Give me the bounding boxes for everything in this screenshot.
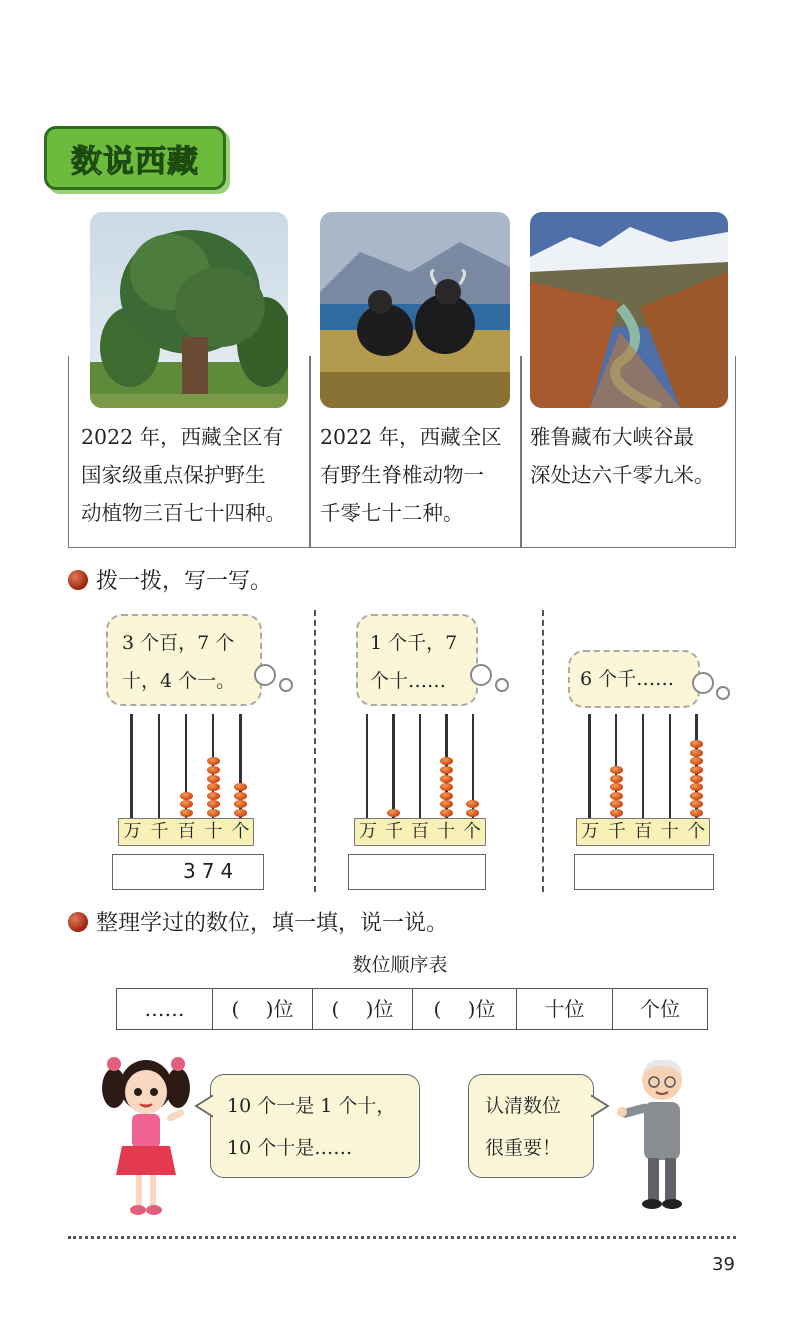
abacus-bead[interactable] [207,783,220,791]
abacus-bead[interactable] [610,800,623,808]
abacus-bead[interactable] [440,792,453,800]
abacus-rod [130,714,133,818]
abacus-bead[interactable] [690,800,703,808]
abacus-rod [642,714,645,818]
table-caption: 数位顺序表 [352,954,448,976]
speech-line: 很重要！ [485,1137,562,1159]
abacus-bead[interactable] [234,809,247,817]
fact-cell-2 [320,418,502,532]
abacus-bead[interactable] [207,792,220,800]
fact-line: 深处达六千零九米。 [530,463,715,487]
answer-box-3[interactable] [574,854,714,890]
facts-table [68,356,736,548]
abacus-bead[interactable] [466,809,479,817]
abacus-bead[interactable] [387,809,400,817]
abacus-bead[interactable] [207,809,220,817]
thought-dot [495,678,509,692]
section-title-badge [44,126,226,190]
place-label: 十 [660,821,679,842]
fact-line: 2022 年，西藏全区有 [81,425,284,449]
page-number: 39 [712,1254,735,1275]
bullet-icon [68,570,88,590]
table-cell-blank[interactable]: ( )位 [213,989,313,1029]
bubble-line: 十，4 个一。 [122,670,236,692]
abacus-bead[interactable] [207,757,220,765]
fact-line: 国家级重点保护野生 [81,463,266,487]
abacus-bead[interactable] [180,792,193,800]
abacus-bead[interactable] [610,766,623,774]
place-labels-3 [576,818,710,846]
answer-box-1[interactable] [112,854,264,890]
abacus-rod [669,714,672,818]
abacus-bead[interactable] [610,783,623,791]
place-label: 百 [177,821,196,842]
abacus-rod [366,714,369,818]
teacher-speech-bubble [468,1074,594,1178]
abacus-bead[interactable] [180,809,193,817]
bullet-icon [68,912,88,932]
bubble-line: 6 个千…… [580,668,675,690]
abacus-bead[interactable] [440,800,453,808]
fact-line: 雅鲁藏布大峡谷最 [530,425,694,449]
abacus-rod [419,714,422,818]
thought-dot [470,664,492,686]
abacus-bead[interactable] [207,775,220,783]
thought-dot [692,672,714,694]
bubble-line: 1 个千，7 [370,632,458,654]
bubble-line: 个十…… [370,670,447,692]
speech-line: 认清数位 [485,1095,562,1117]
table-cell: …… [117,989,213,1029]
section2-heading: 整理学过的数位，填一填，说一说。 [96,911,449,936]
section1-heading: 拨一拨，写一写。 [96,569,273,594]
place-label: 万 [359,821,377,842]
abacus-bead[interactable] [690,809,703,817]
abacus-bead[interactable] [690,792,703,800]
thought-bubble-2 [356,614,478,706]
place-label: 万 [581,821,600,842]
footer-divider [68,1236,736,1239]
abacus-rod [158,714,161,818]
speech-tail [194,1094,214,1118]
abacus-3 [576,714,710,818]
fact-cell-1 [81,418,286,532]
abacus-bead[interactable] [690,749,703,757]
abacus-bead[interactable] [440,775,453,783]
abacus-bead[interactable] [690,740,703,748]
place-label: 千 [385,821,403,842]
speech-line: 10 个一是 1 个十， [227,1095,396,1117]
place-label: 十 [437,821,455,842]
abacus-bead[interactable] [690,766,703,774]
divider [314,610,316,892]
abacus-rod [588,714,591,818]
section-title: 数说西藏 [71,144,199,180]
abacus-bead[interactable] [207,766,220,774]
thought-dot [254,664,276,686]
abacus-bead[interactable] [234,783,247,791]
abacus-bead[interactable] [610,809,623,817]
place-label: 个 [687,821,706,842]
abacus-bead[interactable] [207,800,220,808]
abacus-bead[interactable] [440,809,453,817]
place-label: 十 [204,821,223,842]
girl-speech-bubble [210,1074,420,1178]
girl-icon [96,1050,196,1220]
place-label: 万 [123,821,142,842]
fact-line: 有野生脊椎动物一 [320,463,484,487]
abacus-bead[interactable] [440,783,453,791]
place-label: 千 [150,821,169,842]
old-man-icon [616,1054,696,1214]
abacus-bead[interactable] [440,766,453,774]
abacus-bead[interactable] [690,757,703,765]
table-cell-blank[interactable]: ( )位 [413,989,517,1029]
abacus-bead[interactable] [610,792,623,800]
speech-tail [590,1094,610,1118]
abacus-bead[interactable] [234,800,247,808]
abacus-1 [118,714,254,818]
abacus-bead[interactable] [690,775,703,783]
teacher-illustration [616,1054,696,1214]
fact-line: 2022 年，西藏全区 [320,425,502,449]
thought-dot [279,678,293,692]
place-label: 个 [463,821,481,842]
table-cell-blank[interactable]: ( )位 [313,989,413,1029]
abacus-bead[interactable] [610,775,623,783]
abacus-bead[interactable] [440,757,453,765]
place-labels-2 [354,818,486,846]
abacus-bead[interactable] [466,800,479,808]
thought-bubble-1 [106,614,262,706]
girl-illustration [96,1050,196,1220]
bubble-line: 3 个百，7 个 [122,632,235,654]
abacus-bead[interactable] [234,792,247,800]
thought-dot [716,686,730,700]
table-cell: 个位 [640,997,680,1021]
fact-line: 千零七十二种。 [320,501,464,525]
abacus-bead[interactable] [180,800,193,808]
place-label: 百 [634,821,653,842]
fact-cell-3 [530,418,715,494]
abacus-rod [392,714,395,818]
place-value-table [116,988,708,1030]
divider [542,610,544,892]
place-labels-1 [118,818,254,846]
place-label: 百 [411,821,429,842]
place-label: 千 [607,821,626,842]
abacus-bead[interactable] [690,783,703,791]
place-label: 个 [231,821,250,842]
fact-line: 动植物三百七十四种。 [81,501,286,525]
answer-box-2[interactable] [348,854,486,890]
thought-bubble-3 [568,650,700,708]
speech-line: 10 个十是…… [227,1137,353,1159]
answer-value: 374 [183,859,240,883]
table-cell: 十位 [517,989,613,1029]
abacus-2 [354,714,486,818]
